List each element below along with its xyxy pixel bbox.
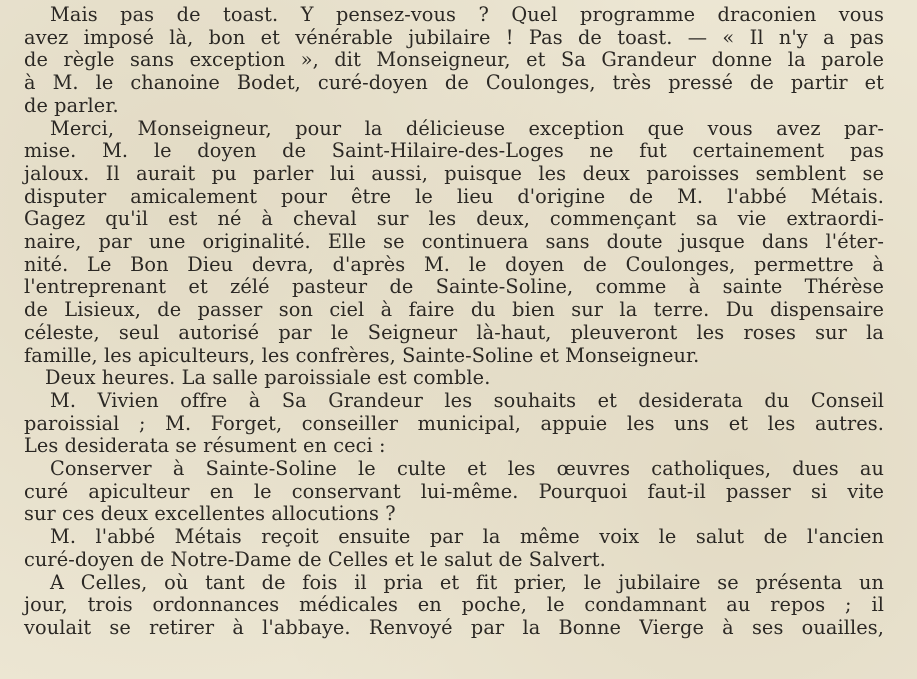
text-line: Deux heures. La salle paroissiale est comble. [45,366,491,390]
document-page [22,4,884,640]
text-line: Gagez qu'il est né à cheval sur les deux, commençant sa vie extraordi- [24,207,884,231]
text-line: de parler. [24,93,119,117]
text-line: mise. M. le doyen de Saint-Hilaire-des-Loges ne fut certainement pas [24,139,884,163]
text-line: disputer amicalement pour être le lieu d'origine de M. l'abbé Métais. [24,184,884,208]
text-line: curé-doyen de Notre-Dame de Celles et le salut de Salvert. [24,547,606,571]
text-line: Les desiderata se résument en ceci : [24,434,386,458]
text-line: Conserver à Sainte-Soline le culte et les œuvres catholiques, dues au [50,457,884,481]
text-line: Merci, Monseigneur, pour la délicieuse exception que vous avez par- [50,116,884,140]
text-line: famille, les apiculteurs, les confrères, Sainte-Soline et Monseigneur. [24,343,700,367]
text-line: curé apiculteur en le conservant lui-même. Pourquoi faut-il passer si vite [24,479,884,503]
text-line: jaloux. Il aurait pu parler lui aussi, puisque les deux paroisses semblent se [24,161,884,185]
text-line: A Celles, où tant de fois il pria et fit prier, le jubilaire se présenta un [50,570,884,594]
text-line: de règle sans exception », dit Monseigneur, et Sa Grandeur donne la parole [24,48,884,72]
text-line: avez imposé là, bon et vénérable jubilaire ! Pas de toast. — « Il n'y a pas [24,25,884,49]
text-line: l'entreprenant et zélé pasteur de Sainte-Soline, comme à sainte Thérèse [24,275,884,299]
text-line: de Lisieux, de passer son ciel à faire du bien sur la terre. Du dispensaire [24,298,884,322]
text-line: naire, par une originalité. Elle se continuera sans doute jusque dans l'éter- [24,230,884,254]
text-line: à M. le chanoine Bodet, curé-doyen de Coulonges, très pressé de partir et [24,71,884,95]
text-line: Mais pas de toast. Y pensez-vous ? Quel programme draconien vous [50,3,884,26]
text-line: M. l'abbé Métais reçoit ensuite par la même voix le salut de l'ancien [50,525,884,549]
text-line: voulait se retirer à l'abbaye. Renvoyé par la Bonne Vierge à ses ouailles, [24,615,884,639]
text-line: sur ces deux excellentes allocutions ? [24,502,396,526]
text-line: M. Vivien offre à Sa Grandeur les souhaits et desiderata du Conseil [50,388,884,412]
text-line: céleste, seul autorisé par le Seigneur là-haut, pleuveront les roses sur la [24,320,884,344]
text-line: jour, trois ordonnances médicales en poche, le condamnant au repos ; il [24,593,884,617]
text-line: paroissial ; M. Forget, conseiller municipal, appuie les uns et les autres. [24,411,884,435]
text-line: nité. Le Bon Dieu devra, d'après M. le doyen de Coulonges, permettre à [24,252,884,276]
